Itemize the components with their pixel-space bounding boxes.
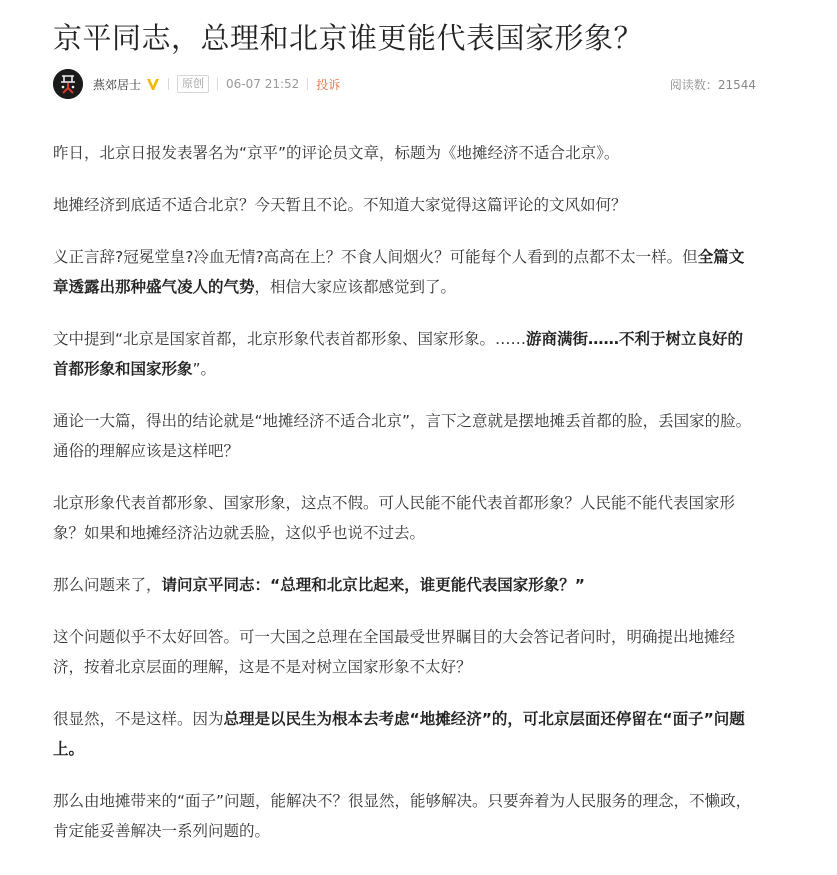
paragraph-text: 义正言辞?冠冕堂皇?冷血无情?高高在上？不食人间烟火？可能每个人看到的点都不太一样。但 [53, 248, 698, 266]
article-paragraph [53, 138, 758, 168]
article-paragraph [53, 242, 758, 302]
bold-text: 总理是以民生为根本去考虑“地摊经济”的，可北京层面还停留在“面子”问题上。 [53, 710, 745, 758]
author-avatar[interactable] [53, 69, 83, 99]
read-count-label: 阅读数： [669, 77, 718, 92]
meta-divider [217, 78, 218, 90]
article-paragraph [53, 324, 758, 384]
verified-v-icon [146, 77, 160, 91]
original-tag: 原创 [177, 75, 209, 93]
article-title: 京平同志，总理和北京谁更能代表国家形象？ [53, 21, 644, 55]
author-name[interactable]: 燕郊居士 [93, 77, 142, 92]
report-link[interactable]: 投诉 [316, 77, 341, 92]
bold-text: 游商满街……不利于树立良好的首都形象和国家形象 [53, 330, 744, 378]
paragraph-text: 地摊经济到底适不适合北京？今天暂且不论。不知道大家觉得这篇评论的文风如何？ [53, 196, 627, 214]
meta-divider [307, 78, 308, 90]
paragraph-text: 很显然，不是这样。因为 [53, 710, 224, 728]
paragraph-text: 北京形象代表首都形象、国家形象，这点不假。可人民能不能代表首都形象？人民能不能代表国家形象？如果和地摊经济沾边就丢脸，这似乎也说不过去。 [53, 494, 736, 542]
article-meta-bar [53, 68, 756, 100]
article-paragraph [53, 786, 758, 846]
article-paragraph [53, 190, 758, 220]
publish-time: 06-07 21:52 [226, 77, 300, 91]
article-body [53, 138, 758, 868]
paragraph-text: 文中提到“北京是国家首都，北京形象代表首都形象、国家形象。…… [53, 330, 527, 348]
article-paragraph [53, 406, 758, 466]
paragraph-text: 那么由地摊带来的“面子”问题，能解决不？很显然，能够解决。只要奔着为人民服务的理念，不懒政，肯定能妥善解决一系列问题的。 [53, 792, 752, 840]
article-paragraph [53, 704, 758, 764]
article-paragraph [53, 622, 758, 682]
paragraph-text: ，相信大家应该都感觉到了。 [254, 278, 457, 296]
bold-text: 全篇文章透露出那种盛气凌人的气势 [53, 248, 745, 296]
article-paragraph [53, 488, 758, 548]
article-paragraph [53, 570, 758, 600]
paragraph-text: ”。 [192, 360, 217, 378]
bold-text: 请问京平同志：“总理和北京比起来，谁更能代表国家形象？” [161, 576, 585, 594]
meta-divider [168, 78, 169, 90]
read-count-value: 21544 [717, 77, 756, 92]
paragraph-text: 通论一大篇，得出的结论就是“地摊经济不适合北京”，言下之意就是摆地摊丢首都的脸，丢国家的脸。通俗的理解应该是这样吧？ [53, 412, 752, 460]
paragraph-text: 这个问题似乎不太好回答。可一大国之总理在全国最受世界瞩目的大会答记者问时，明确提出地摊经济，按着北京层面的理解，这是不是对树立国家形象不太好？ [53, 628, 736, 676]
paragraph-text: 那么问题来了， [53, 576, 162, 594]
paragraph-text: 昨日，北京日报发表署名为“京平”的评论员文章，标题为《地摊经济不适合北京》。 [53, 144, 620, 162]
read-count [670, 76, 756, 93]
